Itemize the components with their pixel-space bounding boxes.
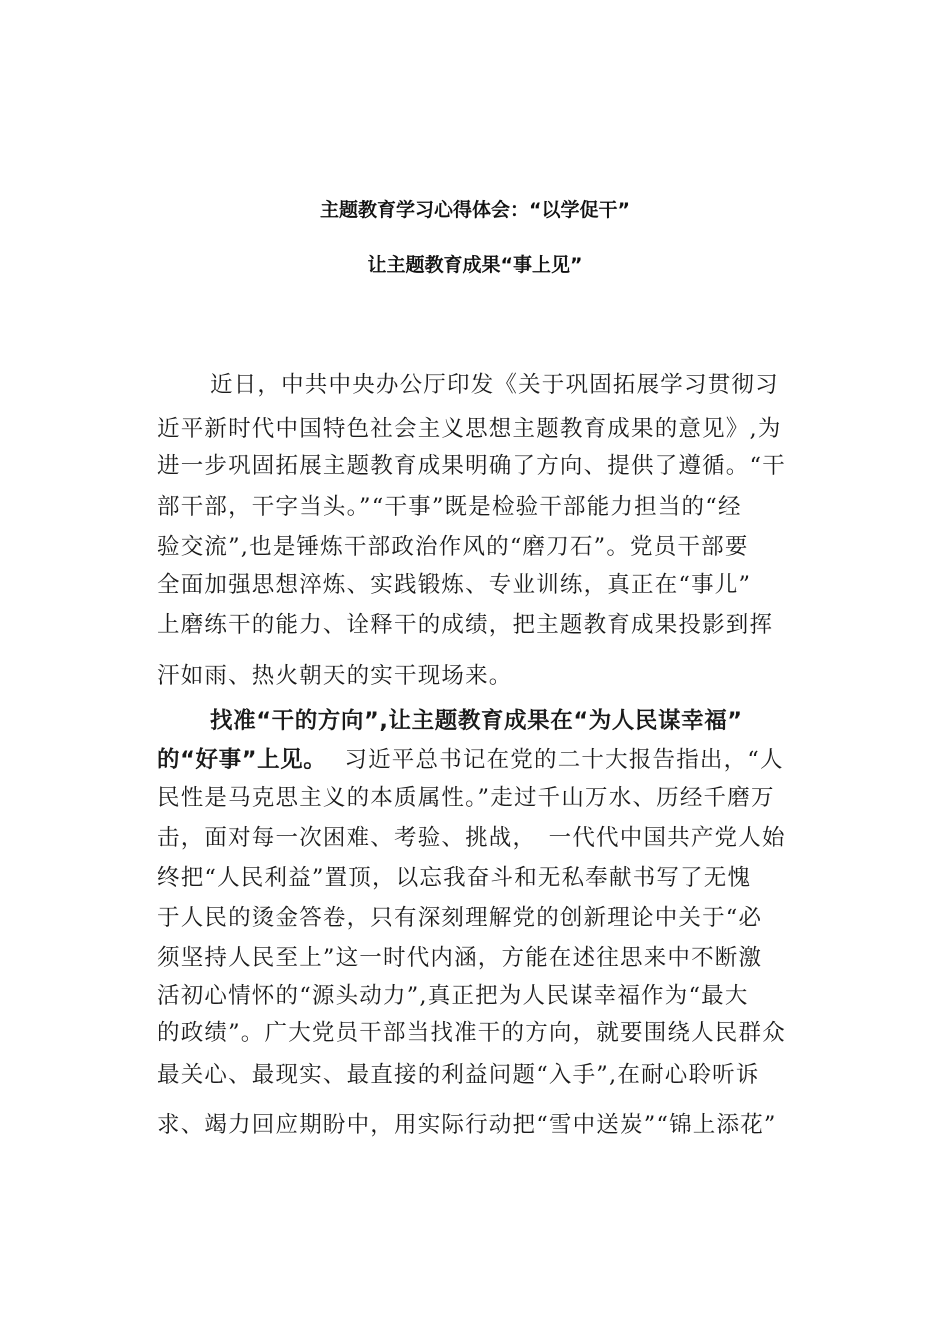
paragraph-line: 击，面对每一次困难、考验、挑战， 一代代中国共产党人始 (157, 825, 786, 851)
paragraph-line: 于人民的烫金答卷，只有深刻理解党的创新理论中关于“必 (157, 905, 763, 931)
paragraph-line: 部干部，干字当头。”“干事”既是检验干部能力担当的“经 (157, 494, 742, 520)
paragraph-text: 习近平总书记在党的二十大报告指出，“人 (344, 747, 784, 773)
section-heading-end: 的“好事”上见。 (157, 747, 327, 773)
paragraph-line (157, 745, 837, 775)
paragraph-line: 活初心情怀的“源头动力”,真正把为人民谋幸福作为“最大 (157, 983, 749, 1009)
paragraph-line: 验交流”,也是锤炼干部政治作风的“磨刀石”。党员干部要 (157, 534, 749, 560)
section-heading: 找准“干的方向”,让主题教育成果在“为人民谋幸福” (210, 708, 743, 734)
paragraph-line: 近日，中共中央办公厅印发《关于巩固拓展学习贯彻习 (210, 372, 779, 398)
paragraph-line: 终把“人民利益”置顶，以忘我奋斗和无私奉献书写了无愧 (157, 865, 752, 891)
paragraph-line: 的政绩”。广大党员干部当找准干的方向，就要围绕人民群众 (157, 1020, 786, 1046)
paragraph-line: 近平新时代中国特色社会主义思想主题教育成果的意见》,为 (157, 416, 782, 442)
paragraph-line: 汗如雨、热火朝天的实干现场来。 (157, 663, 513, 689)
paragraph-line: 最关心、最现实、最直接的利益问题“入手”,在耐心聆听诉 (157, 1062, 760, 1088)
title-line-2: 让主题教育成果“事上见” (367, 254, 583, 276)
paragraph-line: 求、竭力回应期盼中，用实际行动把“雪中送炭”“锦上添花” (157, 1112, 777, 1138)
paragraph-line: 须坚持人民至上”这一时代内涵，方能在述往思来中不断激 (157, 945, 763, 971)
paragraph-line: 进一步巩固拓展主题教育成果明确了方向、提供了遵循。“干 (157, 453, 786, 479)
paragraph-line: 上磨练干的能力、诠释干的成绩，把主题教育成果投影到挥 (157, 612, 774, 638)
title-line-1: 主题教育学习心得体会：“以学促干” (320, 199, 630, 221)
paragraph-line: 民性是马克思主义的本质属性。”走过千山万水、历经千磨万 (157, 785, 775, 811)
paragraph-line: 全面加强思想淬炼、实践锻炼、专业训练，真正在“事儿” (157, 572, 752, 598)
